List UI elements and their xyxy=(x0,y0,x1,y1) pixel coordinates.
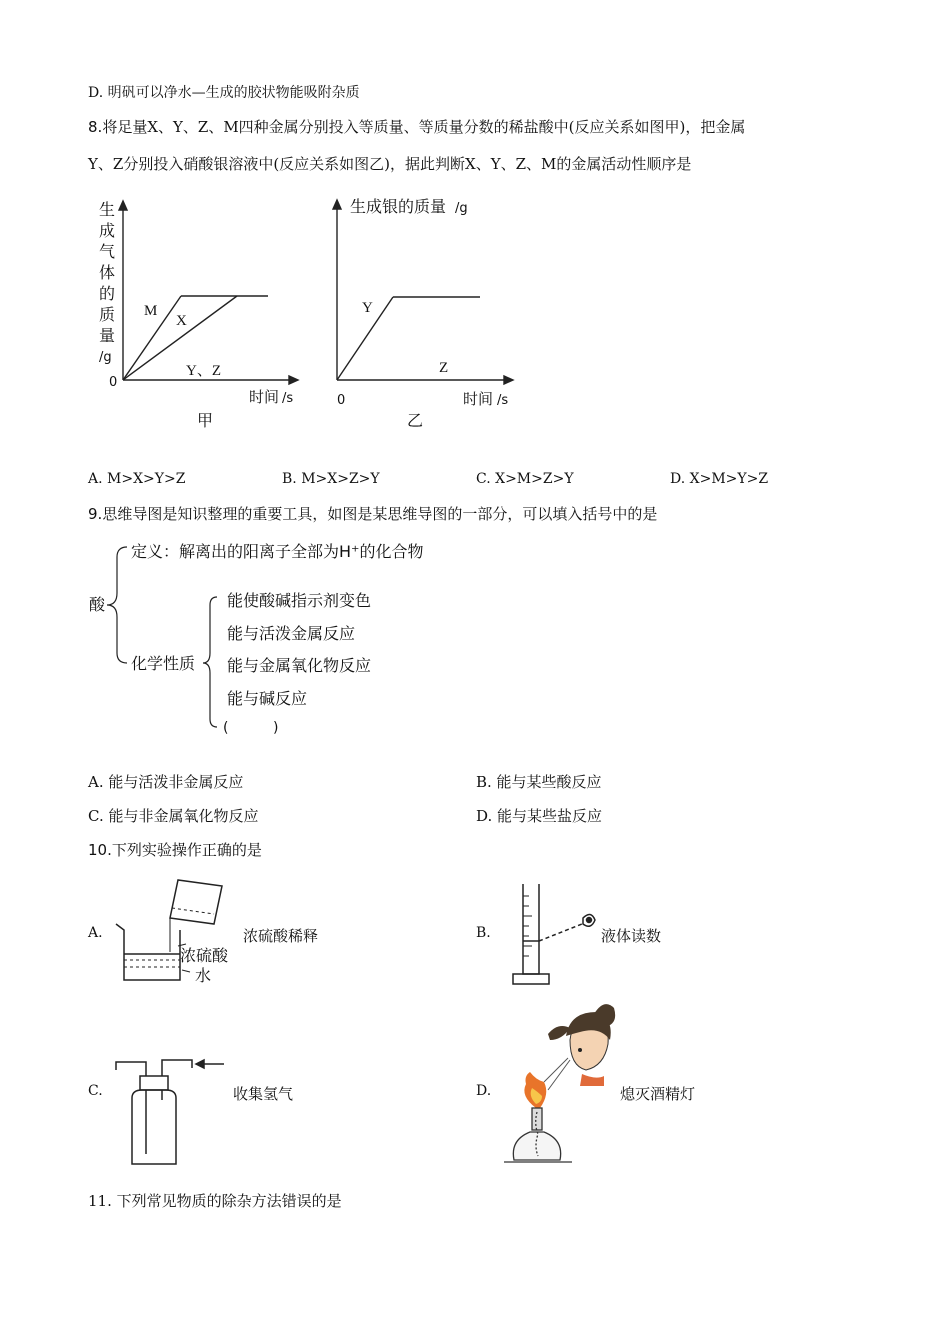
q9-text: 思维导图是知识整理的重要工具，如图是某思维导图的一部分，可以填入括号中的是 xyxy=(102,505,658,523)
mindmap-item-4: 能与碱反应 xyxy=(227,689,308,708)
jia-label-x: X xyxy=(176,313,187,329)
graduated-cylinder-illustration xyxy=(505,878,600,990)
q10-c-caption: 收集氢气 xyxy=(233,1085,294,1103)
jia-label-m: M xyxy=(144,303,158,319)
right-tube xyxy=(162,1060,192,1076)
jia-yunit: /g xyxy=(99,350,112,365)
yi-label-y: Y xyxy=(362,300,373,316)
breath-lines xyxy=(544,1058,570,1090)
q10-a-label-water: 水 xyxy=(195,966,212,985)
jia-ylabel-0: 生 xyxy=(99,200,116,219)
q9-number: 9. xyxy=(88,505,103,523)
yi-caption: 乙 xyxy=(407,411,424,430)
q7-option-d: D. 明矾可以净水—生成的胶状物能吸附杂质 xyxy=(88,85,360,101)
girl-head-icon xyxy=(548,1004,615,1086)
yi-x-arrow xyxy=(504,376,513,384)
mindmap-chem-props: 化学性质 xyxy=(131,654,196,673)
mindmap-item-3: 能与金属氧化物反应 xyxy=(227,656,372,675)
alcohol-lamp-illustration xyxy=(500,1000,620,1170)
q10-stem xyxy=(88,839,262,860)
jia-xlabel: 时间 xyxy=(249,388,280,406)
q9-stem xyxy=(88,503,657,524)
q8-text1: 将足量X、Y、Z、M四种金属分别投入等质量、等质量分数的稀盐酸中(反应关系如图甲)，把金属 xyxy=(102,118,746,136)
q8-line2: Y、Z分别投入硝酸银溶液中(反应关系如图乙)，据此判断X、Y、Z、M的金属活动性顺序是 xyxy=(88,155,692,173)
mindmap-blank: ( ) xyxy=(223,720,279,736)
chart-jia xyxy=(85,195,315,435)
yi-xlabel: 时间 xyxy=(463,390,494,408)
cylinder-body xyxy=(523,884,539,974)
q10-d-letter[interactable]: D. xyxy=(476,1083,492,1099)
jia-x-arrow xyxy=(289,376,298,384)
q9-option-d[interactable]: D. 能与某些盐反应 xyxy=(476,807,603,825)
diluting-acid-illustration xyxy=(110,872,245,987)
q8-option-c[interactable]: C. X>M>Z>Y xyxy=(476,471,574,487)
cylinder-base xyxy=(513,974,549,984)
yi-xunit: /s xyxy=(497,393,509,408)
jia-ylabel-2: 气 xyxy=(99,242,116,261)
q8-line1 xyxy=(88,116,745,137)
mind-map xyxy=(85,535,485,750)
q8-option-a[interactable]: A. M>X>Y>Z xyxy=(88,471,186,487)
chart-yi xyxy=(325,190,525,435)
yi-ylabel: 生成银的质量 xyxy=(350,197,447,216)
gas-collection-bottle-illustration xyxy=(110,1050,230,1170)
q10-number: 10. xyxy=(88,841,112,859)
yi-label-z: Z xyxy=(439,360,449,376)
jia-label-yz: Y、Z xyxy=(186,363,221,379)
q9-option-a[interactable]: A. 能与活泼非金属反应 xyxy=(88,773,244,791)
mindmap-item-2: 能与活泼金属反应 xyxy=(227,624,356,643)
mindmap-item-1: 能使酸碱指示剂变色 xyxy=(227,591,372,610)
q8-number: 8. xyxy=(88,118,103,136)
jia-caption: 甲 xyxy=(197,411,214,430)
mindmap-brace-props xyxy=(203,597,217,727)
q10-b-caption: 液体读数 xyxy=(601,927,662,945)
mindmap-root: 酸 xyxy=(89,595,106,614)
q10-a-letter[interactable]: A. xyxy=(88,925,103,941)
jia-ylabel-6: 量 xyxy=(99,326,116,345)
pouring-beaker xyxy=(170,880,222,924)
bottle-stopper xyxy=(140,1076,168,1090)
lamp-body xyxy=(504,1108,572,1162)
q10-b-letter[interactable]: B. xyxy=(476,925,491,941)
yi-origin: 0 xyxy=(337,393,346,408)
jia-y-arrow xyxy=(119,201,127,210)
gas-arrow-head xyxy=(196,1060,204,1068)
jia-ylabel-4: 的 xyxy=(99,284,116,303)
q9-option-c[interactable]: C. 能与非金属氧化物反应 xyxy=(88,807,259,825)
q10-c-letter[interactable]: C. xyxy=(88,1083,103,1099)
flame-icon xyxy=(524,1072,546,1108)
yi-y-arrow xyxy=(333,200,341,209)
q11-stem: 11. 下列常见物质的除杂方法错误的是 xyxy=(88,1192,342,1210)
q10-a-label-acid: 浓硫酸 xyxy=(180,946,229,965)
sight-line xyxy=(539,922,587,941)
mindmap-definition: 定义：解离出的阳离子全部为H⁺的化合物 xyxy=(131,542,424,561)
jia-ylabel-1: 成 xyxy=(99,221,116,240)
mindmap-brace-main xyxy=(107,547,127,663)
jia-origin: 0 xyxy=(109,375,118,390)
yi-yunit: /g xyxy=(455,201,468,216)
jia-ylabel-5: 质 xyxy=(99,305,116,324)
q9-option-b[interactable]: B. 能与某些酸反应 xyxy=(476,773,602,791)
jia-xunit: /s xyxy=(282,391,294,406)
left-tube xyxy=(116,1062,146,1076)
bottle-body xyxy=(132,1090,176,1164)
q10-text: 下列实验操作正确的是 xyxy=(111,841,262,859)
q10-d-caption: 熄灭酒精灯 xyxy=(620,1085,696,1103)
jia-ylabel-3: 体 xyxy=(99,263,116,282)
q8-option-b[interactable]: B. M>X>Z>Y xyxy=(282,471,380,487)
q8-option-d[interactable]: D. X>M>Y>Z xyxy=(670,471,769,487)
q10-a-caption: 浓硫酸稀释 xyxy=(243,927,319,945)
